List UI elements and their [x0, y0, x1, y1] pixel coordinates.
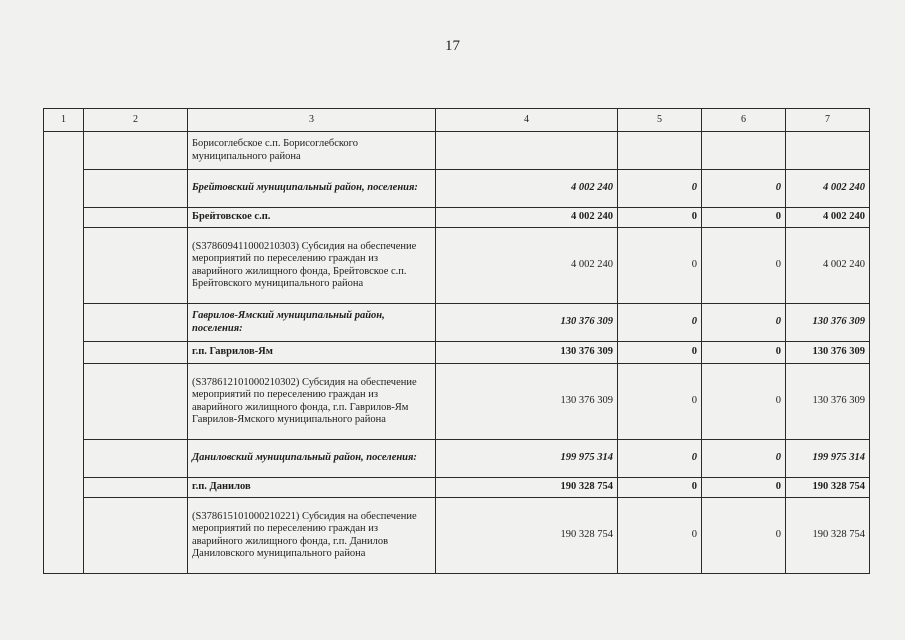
amount-cell-6: 0 [702, 498, 786, 574]
code-cell [84, 132, 188, 170]
code-cell [84, 478, 188, 498]
amount-cell-6: 0 [702, 170, 786, 208]
table-row [44, 498, 870, 574]
column-header-1: 1 [44, 109, 84, 132]
amount-cell-6: 0 [702, 304, 786, 342]
table-row [44, 440, 870, 478]
code-cell [84, 228, 188, 304]
amount-cell-5 [618, 132, 702, 170]
amount-cell-7: 4 002 240 [786, 208, 870, 228]
amount-cell-6: 0 [702, 440, 786, 478]
amount-cell-5: 0 [618, 208, 702, 228]
name-cell: Борисоглебское с.п. Борисоглебского муниципального района [188, 132, 436, 170]
column-header-6: 6 [702, 109, 786, 132]
column-header-5: 5 [618, 109, 702, 132]
amount-cell-4: 190 328 754 [436, 498, 618, 574]
table-row [44, 170, 870, 208]
report-table [43, 108, 870, 574]
amount-cell-4: 190 328 754 [436, 478, 618, 498]
amount-cell-7: 130 376 309 [786, 342, 870, 364]
amount-cell-4: 130 376 309 [436, 304, 618, 342]
amount-cell-5: 0 [618, 498, 702, 574]
column-header-3: 3 [188, 109, 436, 132]
amount-cell-7: 199 975 314 [786, 440, 870, 478]
column-header-4: 4 [436, 109, 618, 132]
table-row [44, 208, 870, 228]
amount-cell-4: 199 975 314 [436, 440, 618, 478]
amount-cell-5: 0 [618, 440, 702, 478]
code-cell [84, 304, 188, 342]
code-cell [84, 170, 188, 208]
name-cell: Брейтовское с.п. [188, 208, 436, 228]
amount-cell-7: 130 376 309 [786, 364, 870, 440]
page-number: 17 [445, 38, 460, 54]
name-cell: (S378609411000210303) Субсидия на обеспечение мероприятий по переселению граждан из аварийного жилищного фонда, Брейтовское с.п. Брейтовского муниципального района [188, 228, 436, 304]
code-cell [84, 208, 188, 228]
code-cell [84, 364, 188, 440]
amount-cell-7: 4 002 240 [786, 170, 870, 208]
table-row [44, 342, 870, 364]
amount-cell-7: 190 328 754 [786, 498, 870, 574]
name-cell: (S378612101000210302) Субсидия на обеспечение мероприятий по переселению граждан из аварийного жилищного фонда, г.п. Гаврилов-Ям Гаврилов-Ямского муниципального района [188, 364, 436, 440]
amount-cell-6: 0 [702, 478, 786, 498]
amount-cell-6: 0 [702, 228, 786, 304]
amount-cell-5: 0 [618, 304, 702, 342]
amount-cell-4: 4 002 240 [436, 228, 618, 304]
table-row [44, 304, 870, 342]
amount-cell-4 [436, 132, 618, 170]
name-cell: г.п. Гаврилов-Ям [188, 342, 436, 364]
table-row [44, 132, 870, 170]
amount-cell-6: 0 [702, 364, 786, 440]
amount-cell-5: 0 [618, 170, 702, 208]
table-row [44, 228, 870, 304]
code-cell [84, 440, 188, 478]
table-row [44, 364, 870, 440]
amount-cell-4: 4 002 240 [436, 208, 618, 228]
column-header-7: 7 [786, 109, 870, 132]
row-number-cell [44, 132, 84, 574]
amount-cell-5: 0 [618, 228, 702, 304]
amount-cell-7 [786, 132, 870, 170]
amount-cell-6 [702, 132, 786, 170]
name-cell: Гаврилов-Ямский муниципальный район, поселения: [188, 304, 436, 342]
amount-cell-7: 190 328 754 [786, 478, 870, 498]
code-cell [84, 342, 188, 364]
amount-cell-6: 0 [702, 208, 786, 228]
amount-cell-4: 4 002 240 [436, 170, 618, 208]
name-cell: Даниловский муниципальный район, поселения: [188, 440, 436, 478]
table-row [44, 478, 870, 498]
amount-cell-6: 0 [702, 342, 786, 364]
name-cell: г.п. Данилов [188, 478, 436, 498]
amount-cell-5: 0 [618, 478, 702, 498]
column-header-2: 2 [84, 109, 188, 132]
amount-cell-5: 0 [618, 364, 702, 440]
amount-cell-7: 130 376 309 [786, 304, 870, 342]
amount-cell-5: 0 [618, 342, 702, 364]
column-number-row [44, 109, 870, 132]
name-cell: (S378615101000210221) Субсидия на обеспечение мероприятий по переселению граждан из аварийного жилищного фонда, г.п. Данилов Даниловского муниципального района [188, 498, 436, 574]
name-cell: Брейтовский муниципальный район, поселения: [188, 170, 436, 208]
amount-cell-4: 130 376 309 [436, 342, 618, 364]
code-cell [84, 498, 188, 574]
amount-cell-4: 130 376 309 [436, 364, 618, 440]
amount-cell-7: 4 002 240 [786, 228, 870, 304]
